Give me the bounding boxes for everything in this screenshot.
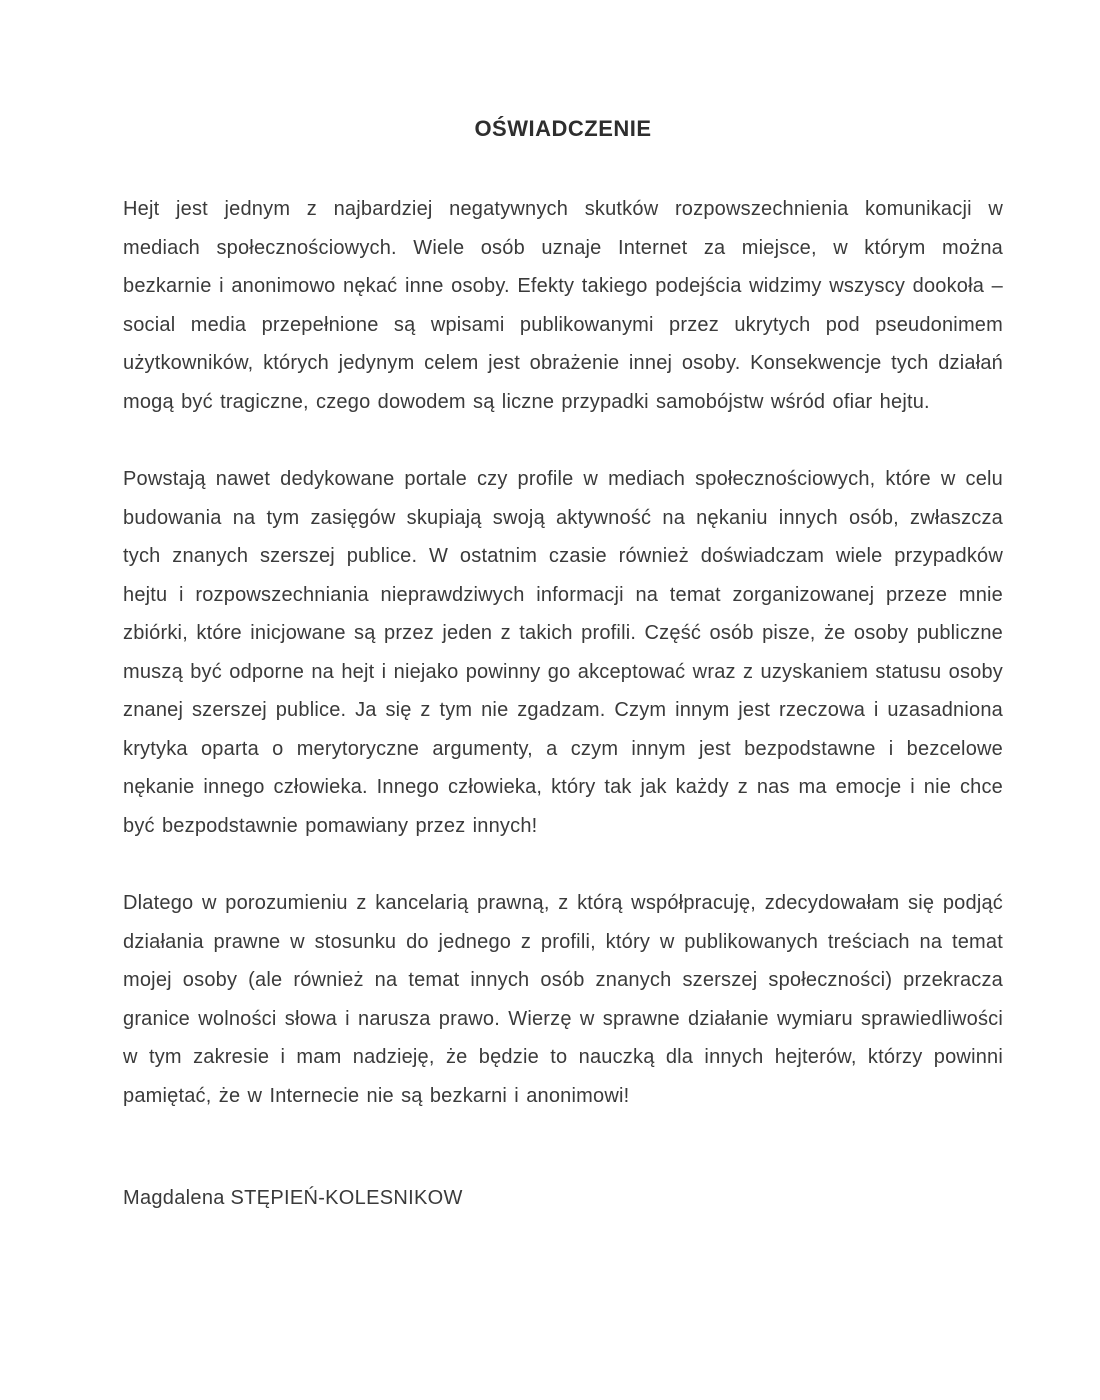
signature: Magdalena STĘPIEŃ-KOLESNIKOW [123, 1187, 463, 1209]
paragraph-3: Dlatego w porozumieniu z kancelarią prawną, z którą współpracuję, zdecydowałam się podjąć działania prawne w stosunku do jednego z profili, który w publikowanych treściach na temat mojej osoby (ale również na temat innych osób znanych szerszej społeczności) przekracza granice wolności słowa i narusza prawo. Wierzę w sprawne działanie wymiaru sprawiedliwości w tym zakresie i mam nadzieję, że będzie to nauczką dla innych hejterów, którzy powinni pamiętać, że w Internecie nie są bezkarni i anonimowi! [123, 892, 1003, 1107]
document-title: OŚWIADCZENIE [474, 116, 652, 141]
paragraph-2: Powstają nawet dedykowane portale czy profile w mediach społecznościowych, które w celu budowania na tym zasięgów skupiają swoją aktywność na nękaniu innych osób, zwłaszcza tych znanych szerszej publice. W ostatnim czasie również doświadczam wiele przypadków hejtu i rozpowszechniania nieprawdziwych informacji na temat zorganizowanej przeze mnie zbiórki, które inicjowane są przez jeden z takich profili. Część osób pisze, że osoby publiczne muszą być odporne na hejt i niejako powinny go akceptować wraz z uzyskaniem statusu osoby znanej szerszej publice. Ja się z tym nie zgadzam. Czym innym jest rzeczowa i uzasadniona krytyka oparta o merytoryczne argumenty, a czym innym jest bezpodstawne i bezcelowe nękanie innego człowieka. Innego człowieka, który tak jak każdy z nas ma emocje i nie chce być bezpodstawnie pomawiany przez innych! [123, 468, 1003, 837]
paragraph-1: Hejt jest jednym z najbardziej negatywnych skutków rozpowszechnienia komunikacji w mediach społecznościowych. Wiele osób uznaje Internet za miejsce, w którym można bezkarnie i anonimowo nękać inne osoby. Efekty takiego podejścia widzimy wszyscy dookoła – social media przepełnione są wpisami publikowanymi przez ukrytych pod pseudonimem użytkowników, których jedynym celem jest obrażenie innej osoby. Konsekwencje tych działań mogą być tragiczne, czego dowodem są liczne przypadki samobójstw wśród ofiar hejtu. [123, 198, 1003, 413]
